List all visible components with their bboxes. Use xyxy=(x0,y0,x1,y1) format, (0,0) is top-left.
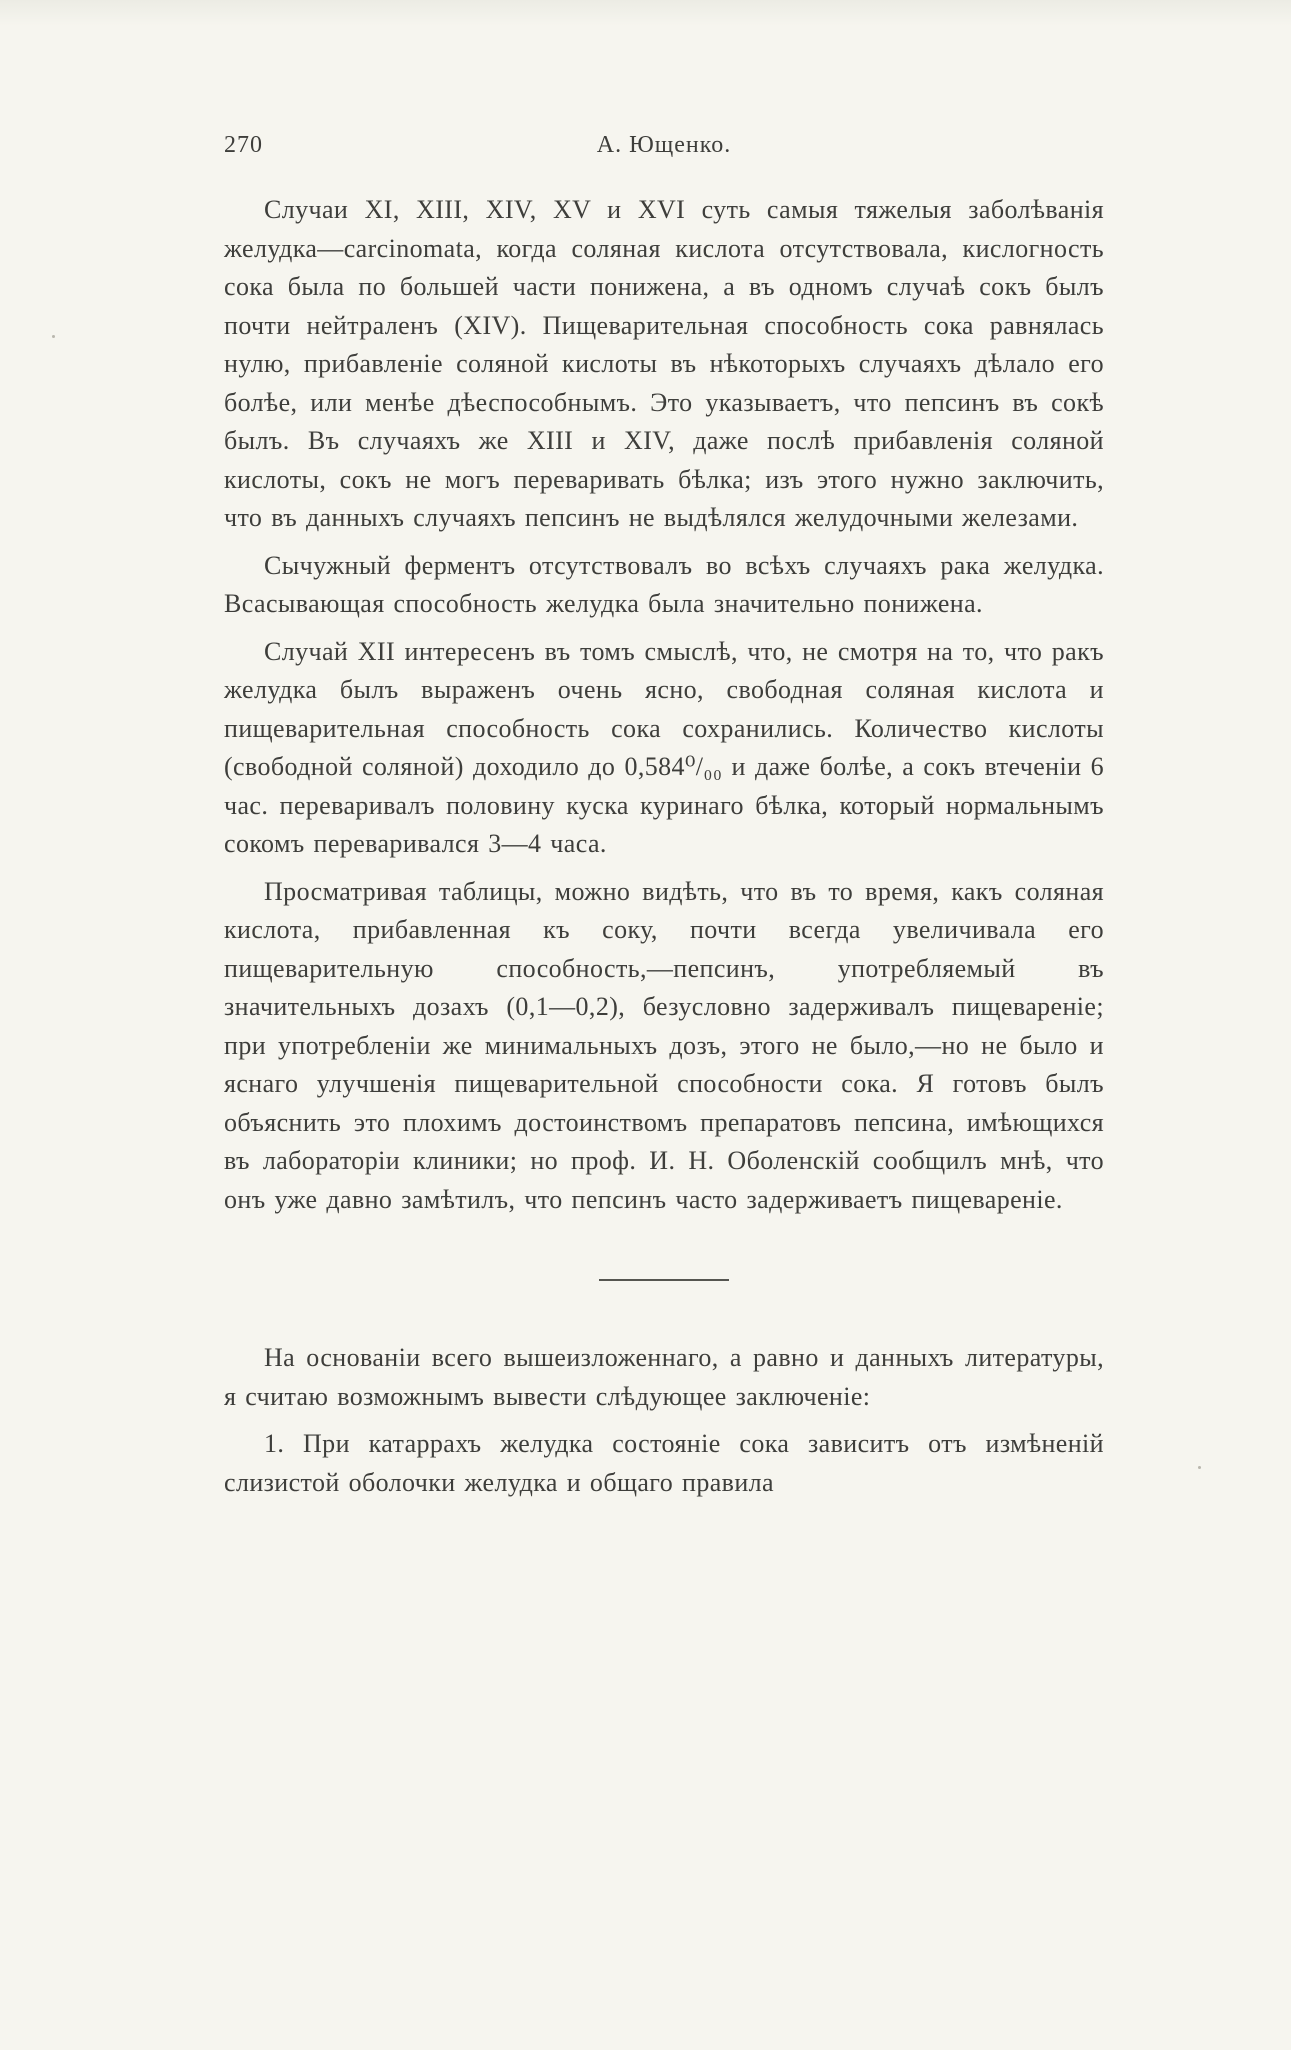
page-number: 270 xyxy=(224,132,263,158)
body-text xyxy=(224,191,1104,1511)
paragraph-pepsin-tables: Просматривая таблицы, можно видѣть, что въ то время, какъ соляная кислота, прибавленная къ соку, почти всегда увеличивала его пищеварительную способность,—пепсинъ, употребляемый въ значительныхъ дозахъ (0,1—0,2), безусловно задерживалъ пищевареніе; при употребленіи же минимальныхъ дозъ, этого не было,—но не было и яснаго улучшенія пищеварительной способности сока. Я готовъ былъ объяснить это плохимъ достоинствомъ препаратовъ пепсина, имѣющихся въ лабораторіи клиники; но проф. И. Н. Оболенскій сообщилъ мнѣ, что онъ уже давно замѣтилъ, что пепсинъ часто задерживаетъ пищевареніе. xyxy=(224,876,1104,1214)
paragraph-case-xii: Случай XII интересенъ въ томъ смыслѣ, что, не смотря на то, что ракъ желудка былъ выраженъ очень ясно, свободная соляная кислота и пищеварительная способность сока сохранились. Количество кислоты (свободной соляной) доходило до 0,584⁰/₀₀ и даже болѣе, а сокъ втеченіи 6 час. переваривалъ половину куска куринаго бѣлка, который нормальнымъ сокомъ переваривался 3—4 часа. xyxy=(224,636,1104,858)
paper-speck xyxy=(1198,1466,1201,1469)
conclusion-point-1: 1. При катаррахъ желудка состояніе сока зависитъ отъ измѣненій слизистой оболочки желудка и общаго правила xyxy=(224,1429,1104,1497)
paragraph-cancer-cases: Случаи XI, XIII, XIV, XV и XVI суть самыя тяжелыя заболѣванія желудка—carcinomata, когда соляная кислота отсутствовала, кислогность сока была по большей части понижена, а въ одномъ случаѣ сокъ былъ почти нейтраленъ (XIV). Пищеварительная способность сока равнялась нулю, прибавленіе соляной кислоты въ нѣкоторыхъ случаяхъ дѣлало его болѣе, или менѣе дѣеспособнымъ. Это указываетъ, что пепсинъ въ сокѣ былъ. Въ случаяхъ же XIII и XIV, даже послѣ прибавленія соляной кислоты, сокъ не могъ переваривать бѣлка; изъ этого нужно заключить, что въ данныхъ случаяхъ пепсинъ не выдѣлялся желудочными железами. xyxy=(224,195,1104,532)
paragraph-rennet-ferment: Сычужный ферментъ отсутствовалъ во всѣхъ случаяхъ рака желудка. Всасывающая способность желудка была значительно понижена. xyxy=(224,550,1104,618)
section-divider xyxy=(599,1279,729,1281)
paper-speck xyxy=(52,335,55,338)
running-head xyxy=(224,132,1104,166)
page-top-edge xyxy=(0,0,1291,26)
running-title: А. Ющенко. xyxy=(596,132,732,158)
conclusion-intro: На основаніи всего вышеизложеннаго, а равно и данныхъ литературы, я считаю возможнымъ вывести слѣдующее заключеніе: xyxy=(224,1343,1104,1411)
